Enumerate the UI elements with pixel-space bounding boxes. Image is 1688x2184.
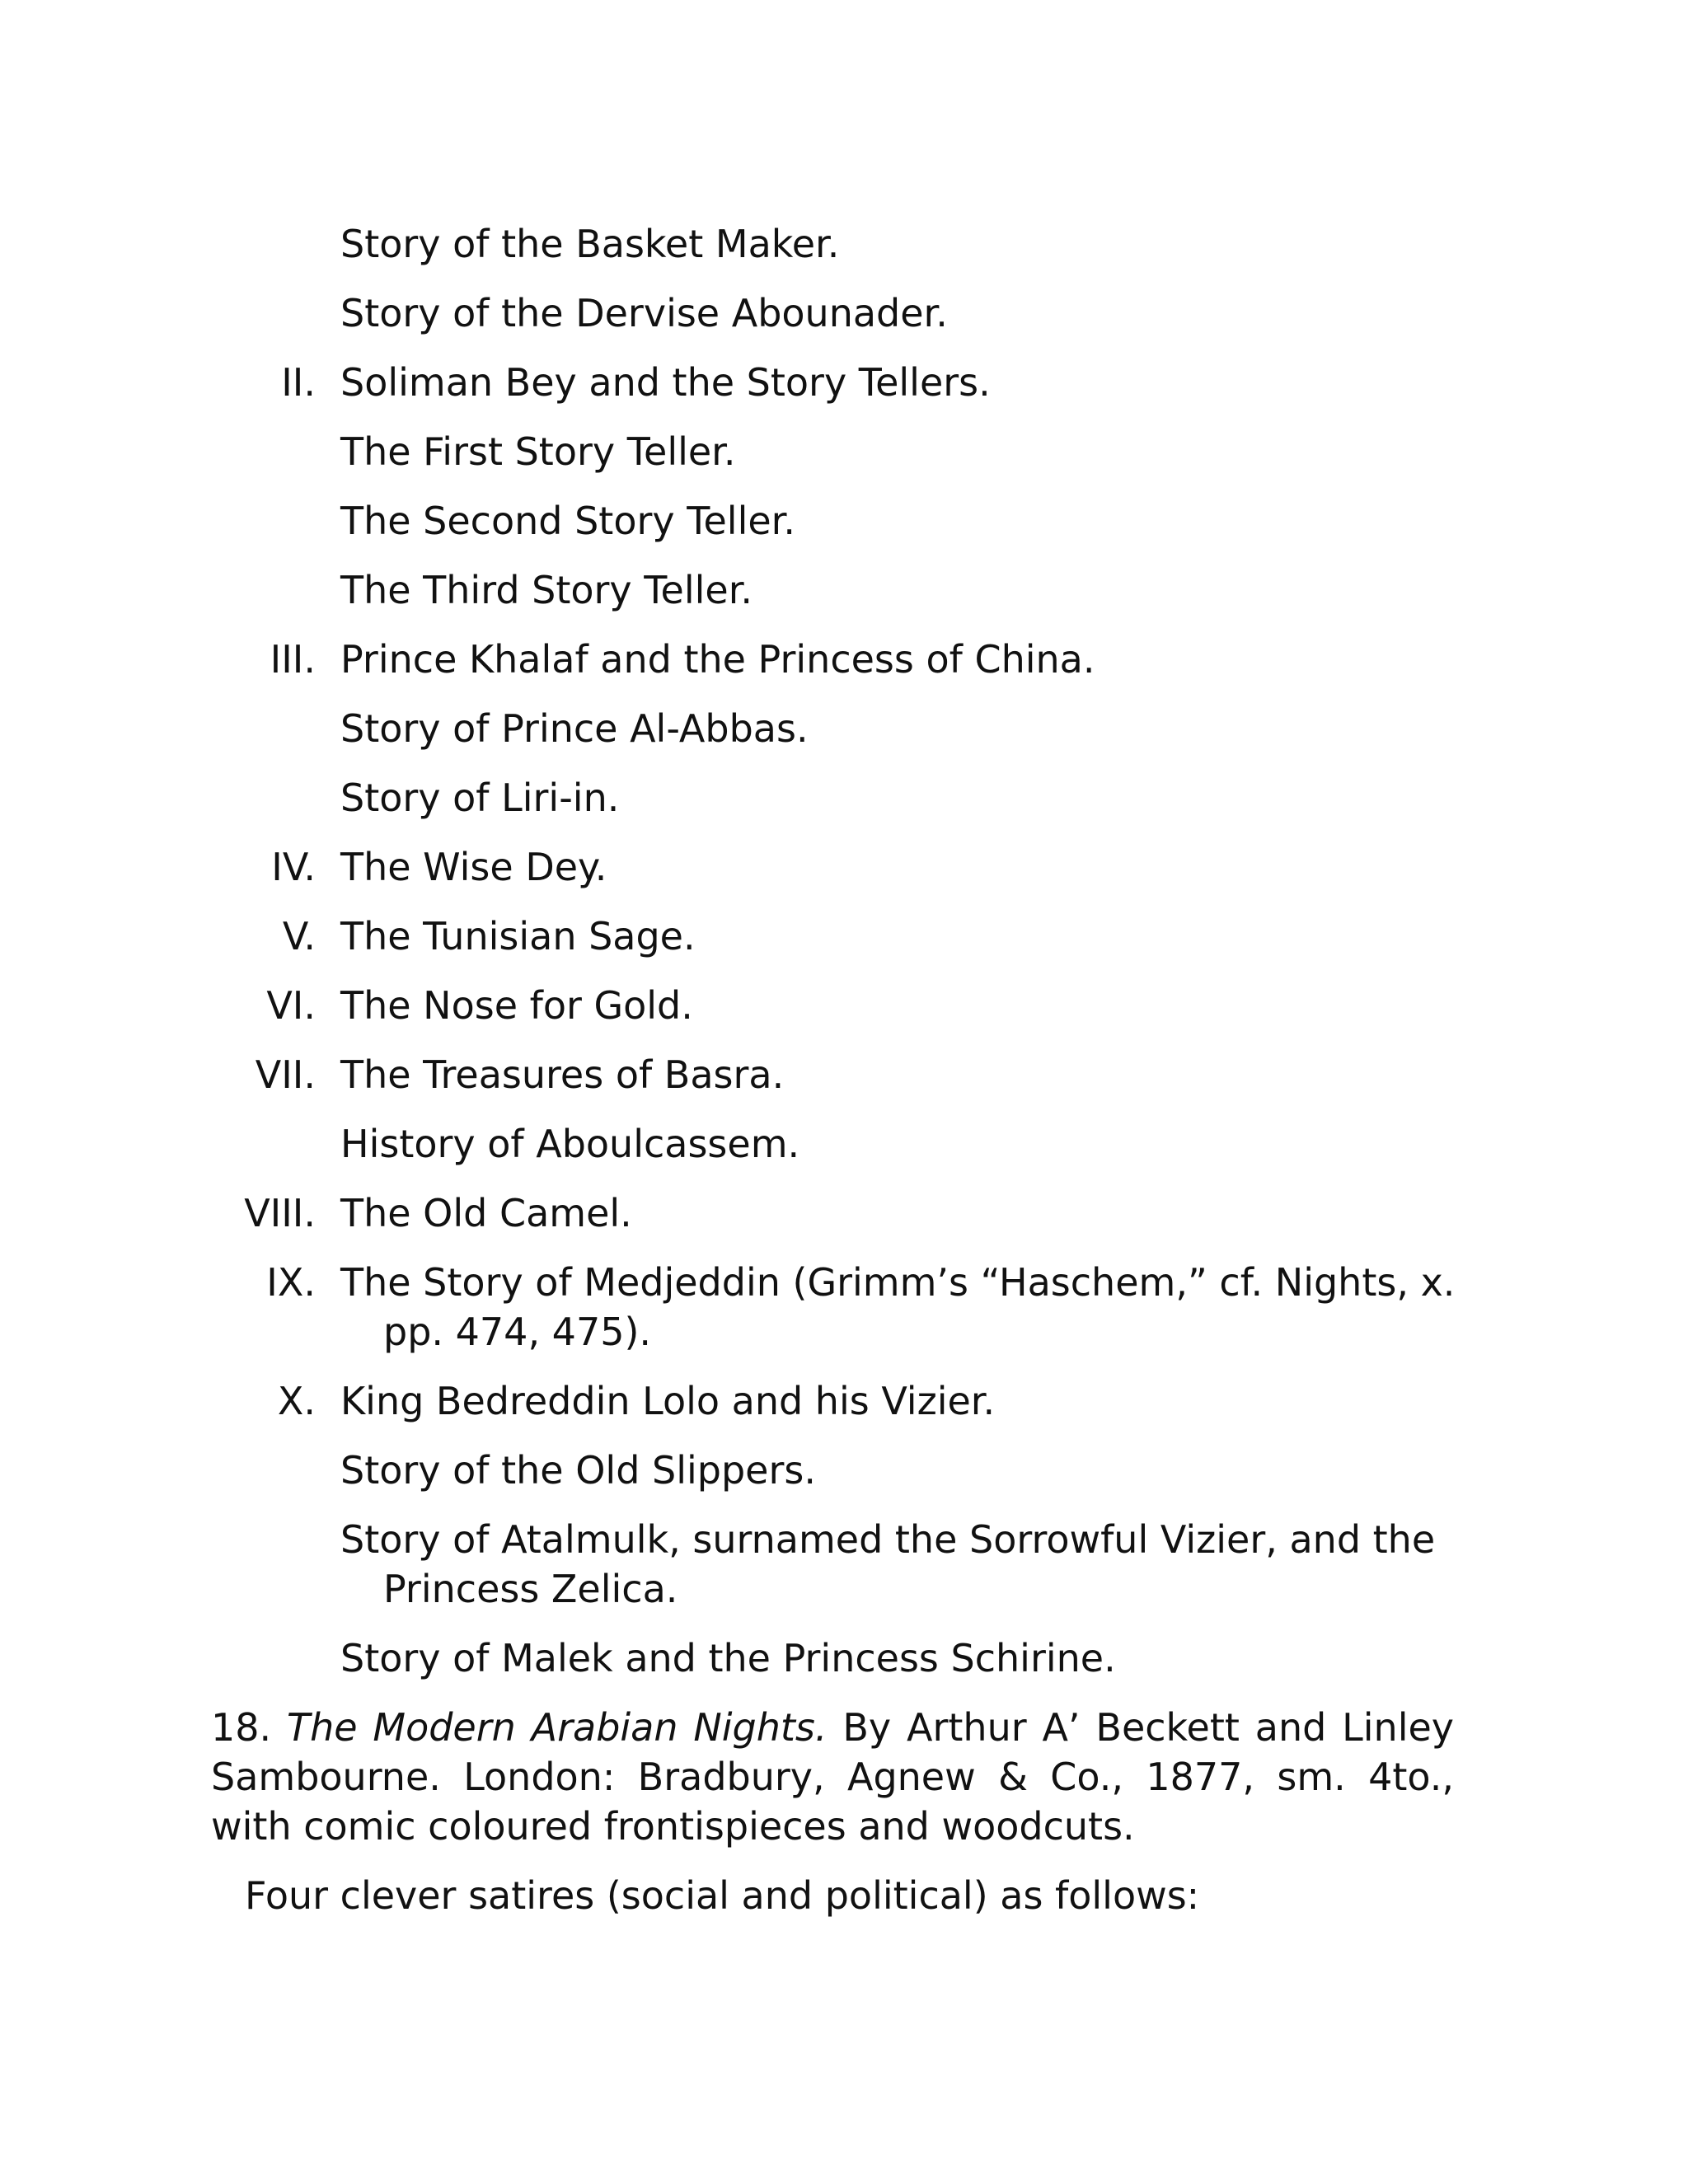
toc-title: The Third Story Teller. [340, 568, 753, 612]
toc-numeral: VI. [266, 983, 316, 1028]
toc-numeral: III. [270, 637, 316, 682]
toc-title: The Second Story Teller. [340, 499, 795, 543]
toc-title-continuation: pp. 474, 475). [383, 1310, 652, 1354]
entry-number: 18. [211, 1705, 272, 1750]
toc-numeral: IV. [271, 845, 316, 889]
toc-title-continuation: Princess Zelica. [383, 1567, 678, 1611]
toc-title: Story of the Old Slippers. [340, 1448, 816, 1493]
bibliography-entry-18 [211, 1703, 1454, 1851]
toc-numeral: V. [282, 914, 316, 958]
toc-title: Story of Prince Al-Abbas. [340, 706, 809, 751]
toc-title: Prince Khalaf and the Princess of China. [340, 637, 1095, 682]
toc-title: The Wise Dey. [340, 845, 607, 889]
toc-title: The Nose for Gold. [340, 983, 693, 1028]
toc-numeral: VIII. [244, 1191, 316, 1235]
toc-numeral: X. [277, 1379, 316, 1423]
toc-title: The Tunisian Sage. [340, 914, 696, 958]
toc-title-wrapped [340, 1258, 1456, 1357]
toc-title: Story of Atalmulk, surnamed the Sorrowful Vizier, and the [340, 1517, 1436, 1562]
toc-numeral: IX. [266, 1260, 316, 1305]
toc-title: Soliman Bey and the Story Tellers. [340, 360, 991, 405]
toc-title: Story of Liri-in. [340, 776, 620, 820]
toc-title: The Story of Medjeddin (Grimm’s “Haschem,” cf. Nights, x. [340, 1260, 1456, 1305]
entry-note: Four clever satires (social and political) as follows: [245, 1873, 1200, 1918]
toc-title: History of Aboulcassem. [340, 1122, 800, 1166]
entry-details: By Arthur A’ Beckett and Linley Sambourne. London: Bradbury, Agnew & Co., 1877, sm. 4to., with comic coloured frontispieces and woodcuts. [211, 1705, 1454, 1849]
toc-numeral: II. [281, 360, 316, 405]
toc-title: The Treasures of Basra. [340, 1052, 785, 1097]
toc-numeral: VII. [255, 1052, 316, 1097]
toc-title: Story of Malek and the Princess Schirine. [340, 1636, 1116, 1680]
book-title: The Modern Arabian Nights. [287, 1705, 828, 1750]
toc-title-wrapped [340, 1515, 1436, 1614]
toc-title: The Old Camel. [340, 1191, 632, 1235]
toc-title: The First Story Teller. [340, 429, 736, 474]
toc-title: Story of the Basket Maker. [340, 222, 840, 266]
toc-title: Story of the Dervise Abounader. [340, 291, 948, 335]
toc-title: King Bedreddin Lolo and his Vizier. [340, 1379, 996, 1423]
